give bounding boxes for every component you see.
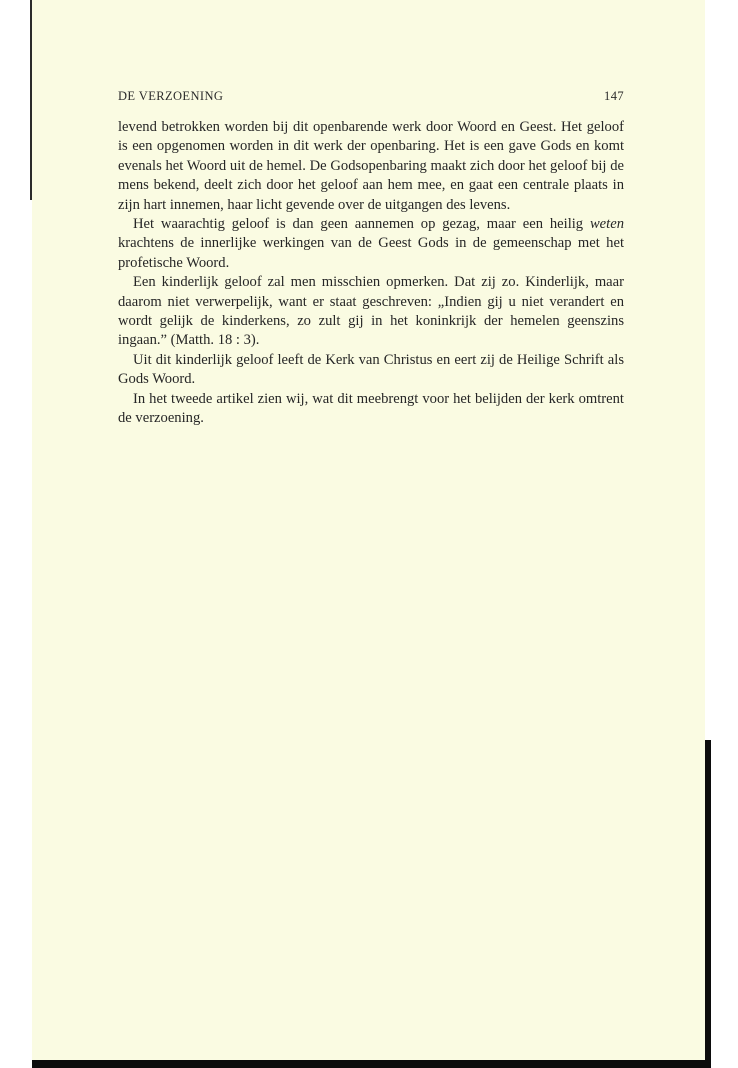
paragraph-4: Uit dit kinderlijk geloof leeft de Kerk van Christus en eert zij de Heilige Schrift als Gods Woord. — [118, 351, 624, 388]
running-title: DE VERZOENING — [118, 89, 224, 103]
page-number: 147 — [604, 89, 624, 103]
scan-edge-left — [30, 0, 32, 200]
scan-edge-bottom — [32, 1060, 705, 1068]
paragraph-3: Een kinderlijk geloof zal men misschien opmerken. Dat zij zo. Kinderlijk, maar daarom niet verwerpelijk, want er staat geschreven: „Indien gij u niet verandert en wordt gelijk de kinderkens, zo zult gij in het koninkrijk der hemelen geenszins ingaan.” (Matth. 18 : 3). — [118, 274, 624, 349]
running-head — [118, 89, 624, 105]
paragraph-2-emphasis: weten — [589, 216, 624, 233]
paragraph-2-text-b: krachtens de innerlijke werkingen van de Geest Gods in de gemeenschap met het profetische Woord. — [118, 235, 624, 271]
scan-edge-right — [705, 740, 711, 1068]
body-text — [118, 118, 624, 429]
paragraph-5: In het tweede artikel zien wij, wat dit meebrengt voor het belijden der kerk omtrent de verzoening. — [118, 390, 624, 427]
paragraph-2-text-a: Het waarachtig geloof is dan geen aannemen op gezag, maar een heilig — [133, 216, 590, 233]
paragraph-1: levend betrokken worden bij dit openbarende werk door Woord en Geest. Het geloof is een opgenomen worden in dit werk der openbaring. Het is een gave Gods en komt evenals het Woord uit de hemel. De Godsopenbaring maakt zich door het geloof bij de mens bekend, deelt zich door het geloof aan hem mee, en gaat een centrale plaats in zijn hart innemen, haar licht gevende over de uitgangen des levens. — [118, 119, 624, 213]
paragraph-2 — [118, 215, 624, 273]
